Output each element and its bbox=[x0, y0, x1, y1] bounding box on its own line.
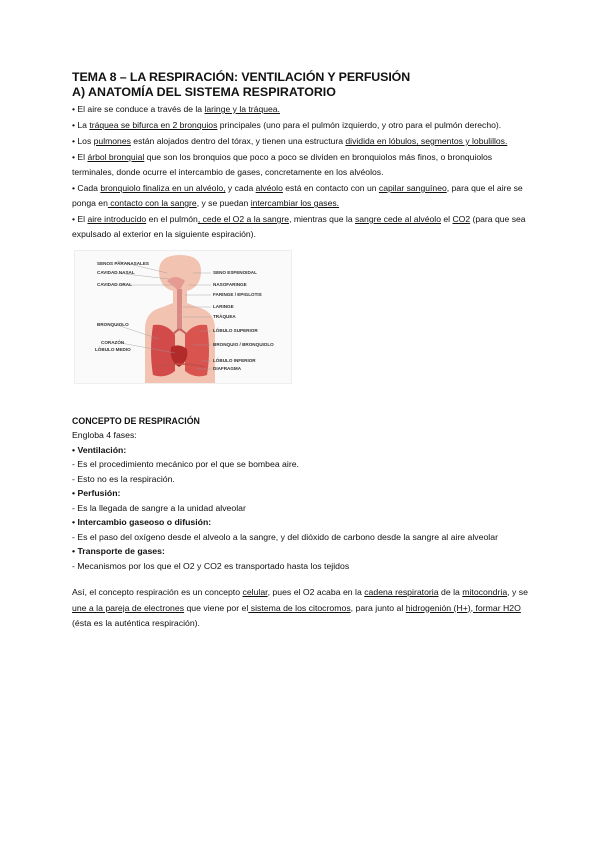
label-traquea: TRÁQUEA bbox=[213, 314, 236, 319]
label-cavidad-oral: CAVIDAD ORAL bbox=[97, 282, 132, 287]
bullet-1: • El aire se conduce a través de la laringe y la tráquea. bbox=[72, 104, 280, 114]
bullet-4: • El árbol bronquial que son los bronquios que poco a poco se dividen en bronquiolos más finos, o bronquiolos terminales, donde ocurre el intercambio de gases, concretamente en los alvéolos. bbox=[72, 152, 493, 177]
label-senos-paranasales: SENOS PARANASALES bbox=[97, 261, 149, 266]
phase-transporte-title: • Transporte de gases: bbox=[72, 546, 165, 556]
final-paragraph: Así, el concepto respiración es un concepto celular, pues el O2 acaba en la cadena respiratoria de la mitocondria, y se une a la pareja de electrones que viene por el sistema de los citocromos, para junto al hidrogenión (H+), formar H2O (ésta es la auténtica respiración). bbox=[72, 587, 528, 628]
phase-perfusion-line-1: - Es la llegada de sangre a la unidad alveolar bbox=[72, 502, 246, 513]
label-lobulo-medio: LÓBULO MEDIO bbox=[95, 347, 131, 352]
label-lobulo-superior: LÓBULO SUPERIOR bbox=[213, 328, 258, 333]
bullet-2: • La tráquea se bifurca en 2 bronquios principales (uno para el pulmón izquierdo, y otro para el pulmón derecho). bbox=[72, 120, 502, 130]
label-cavidad-nasal: CAVIDAD NASAL bbox=[97, 270, 135, 275]
section-title: A) ANATOMÍA DEL SISTEMA RESPIRATORIO bbox=[72, 85, 336, 99]
phase-intercambio-line-1: - Es el paso del oxígeno desde el alveolo a la sangre, y del dióxido de carbono desde la sangre al aire alveolar bbox=[72, 531, 498, 542]
label-seno-esfenoidal: SENO ESFENOIDAL bbox=[213, 270, 257, 275]
phase-ventilacion-line-1: - Es el procedimiento mecánico por el que se bombea aire. bbox=[72, 459, 299, 469]
phase-transporte-line-1: - Mecanismos por los que el O2 y CO2 es transportado hasta los tejidos bbox=[72, 560, 350, 571]
label-bronquio-bronquiolo: BRONQUIO / BRONQUIOLO bbox=[213, 342, 274, 347]
bullet-6: • El aire introducido en el pulmón, cede el O2 a la sangre, mientras que la sangre cede al alvéolo el CO2 (para que sea expulsado al exterior en la siguiente espiración). bbox=[72, 214, 526, 239]
label-laringe: LARINGE bbox=[213, 304, 234, 309]
label-nasofaringe: NASOFARINGE bbox=[213, 282, 247, 287]
respiratory-anatomy-figure bbox=[74, 250, 292, 384]
label-corazon: CORAZÓN bbox=[101, 340, 125, 345]
label-faringe-epiglotis: FARINGE / EPIGLOTIS bbox=[213, 292, 262, 297]
page-title: TEMA 8 – LA RESPIRACIÓN: VENTILACIÓN Y PERFUSIÓN bbox=[72, 70, 411, 84]
label-diafragma: DIAFRAGMA bbox=[213, 366, 242, 371]
document-page bbox=[72, 70, 532, 640]
phase-perfusion-title: • Perfusión: bbox=[72, 488, 121, 498]
phase-ventilacion-line-2: - Esto no es la respiración. bbox=[72, 473, 175, 484]
label-bronquiolo: BRONQUIOLO bbox=[97, 322, 129, 327]
label-lobulo-inferior: LÓBULO INFERIOR bbox=[213, 358, 256, 363]
concepto-intro: Engloba 4 fases: bbox=[72, 430, 137, 440]
phase-intercambio-title: • Intercambio gaseoso o difusión: bbox=[72, 517, 212, 527]
phase-ventilacion-title: • Ventilación: bbox=[72, 444, 127, 455]
concepto-heading: CONCEPTO DE RESPIRACIÓN bbox=[72, 416, 200, 426]
bullet-5: • Cada bronquiolo finaliza en un alvéolo, y cada alvéolo está en contacto con un capilar sanguíneo, para que el aire se ponga en contacto con la sangre, y se puedan intercambiar los gases. bbox=[72, 183, 523, 208]
bullet-3: • Los pulmones están alojados dentro del tórax, y tienen una estructura dividida en lóbulos, segmentos y lobulillos. bbox=[72, 136, 508, 146]
